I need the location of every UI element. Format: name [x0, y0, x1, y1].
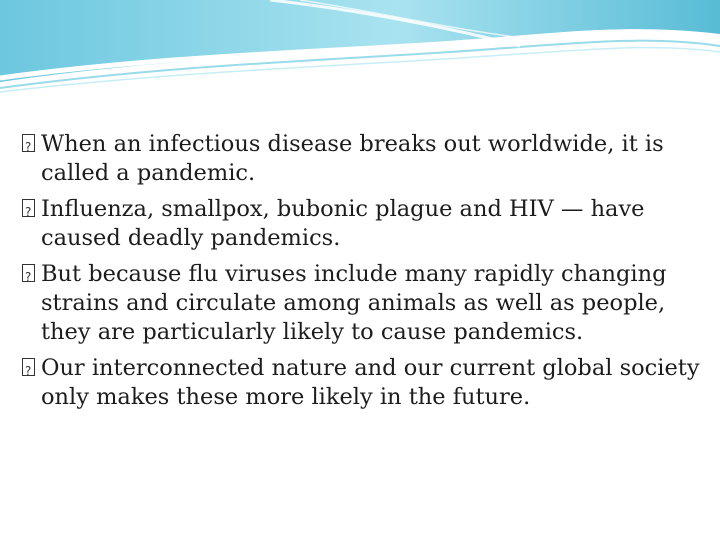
bullet-text: But because flu viruses include many rapidly changing strains and circulate among animals as well as people, they are particularly likely to cause pandemics. [41, 261, 667, 345]
bullet-item [22, 260, 712, 347]
bullet-item [22, 354, 712, 412]
bullet-list [22, 130, 712, 419]
bullet-item [22, 195, 712, 253]
missing-glyph-icon [22, 199, 35, 217]
missing-glyph-icon [22, 264, 35, 282]
bullet-text: When an infectious disease breaks out worldwide, it is called a pandemic. [41, 131, 664, 186]
bullet-text: Our interconnected nature and our current global society only makes these more likely in the future. [41, 355, 700, 410]
missing-glyph-icon [22, 358, 35, 376]
bullet-text: Influenza, smallpox, bubonic plague and HIV — have caused deadly pandemics. [41, 196, 645, 251]
missing-glyph-icon [22, 134, 35, 152]
header-wave-decoration [0, 0, 720, 95]
bullet-item [22, 130, 712, 188]
